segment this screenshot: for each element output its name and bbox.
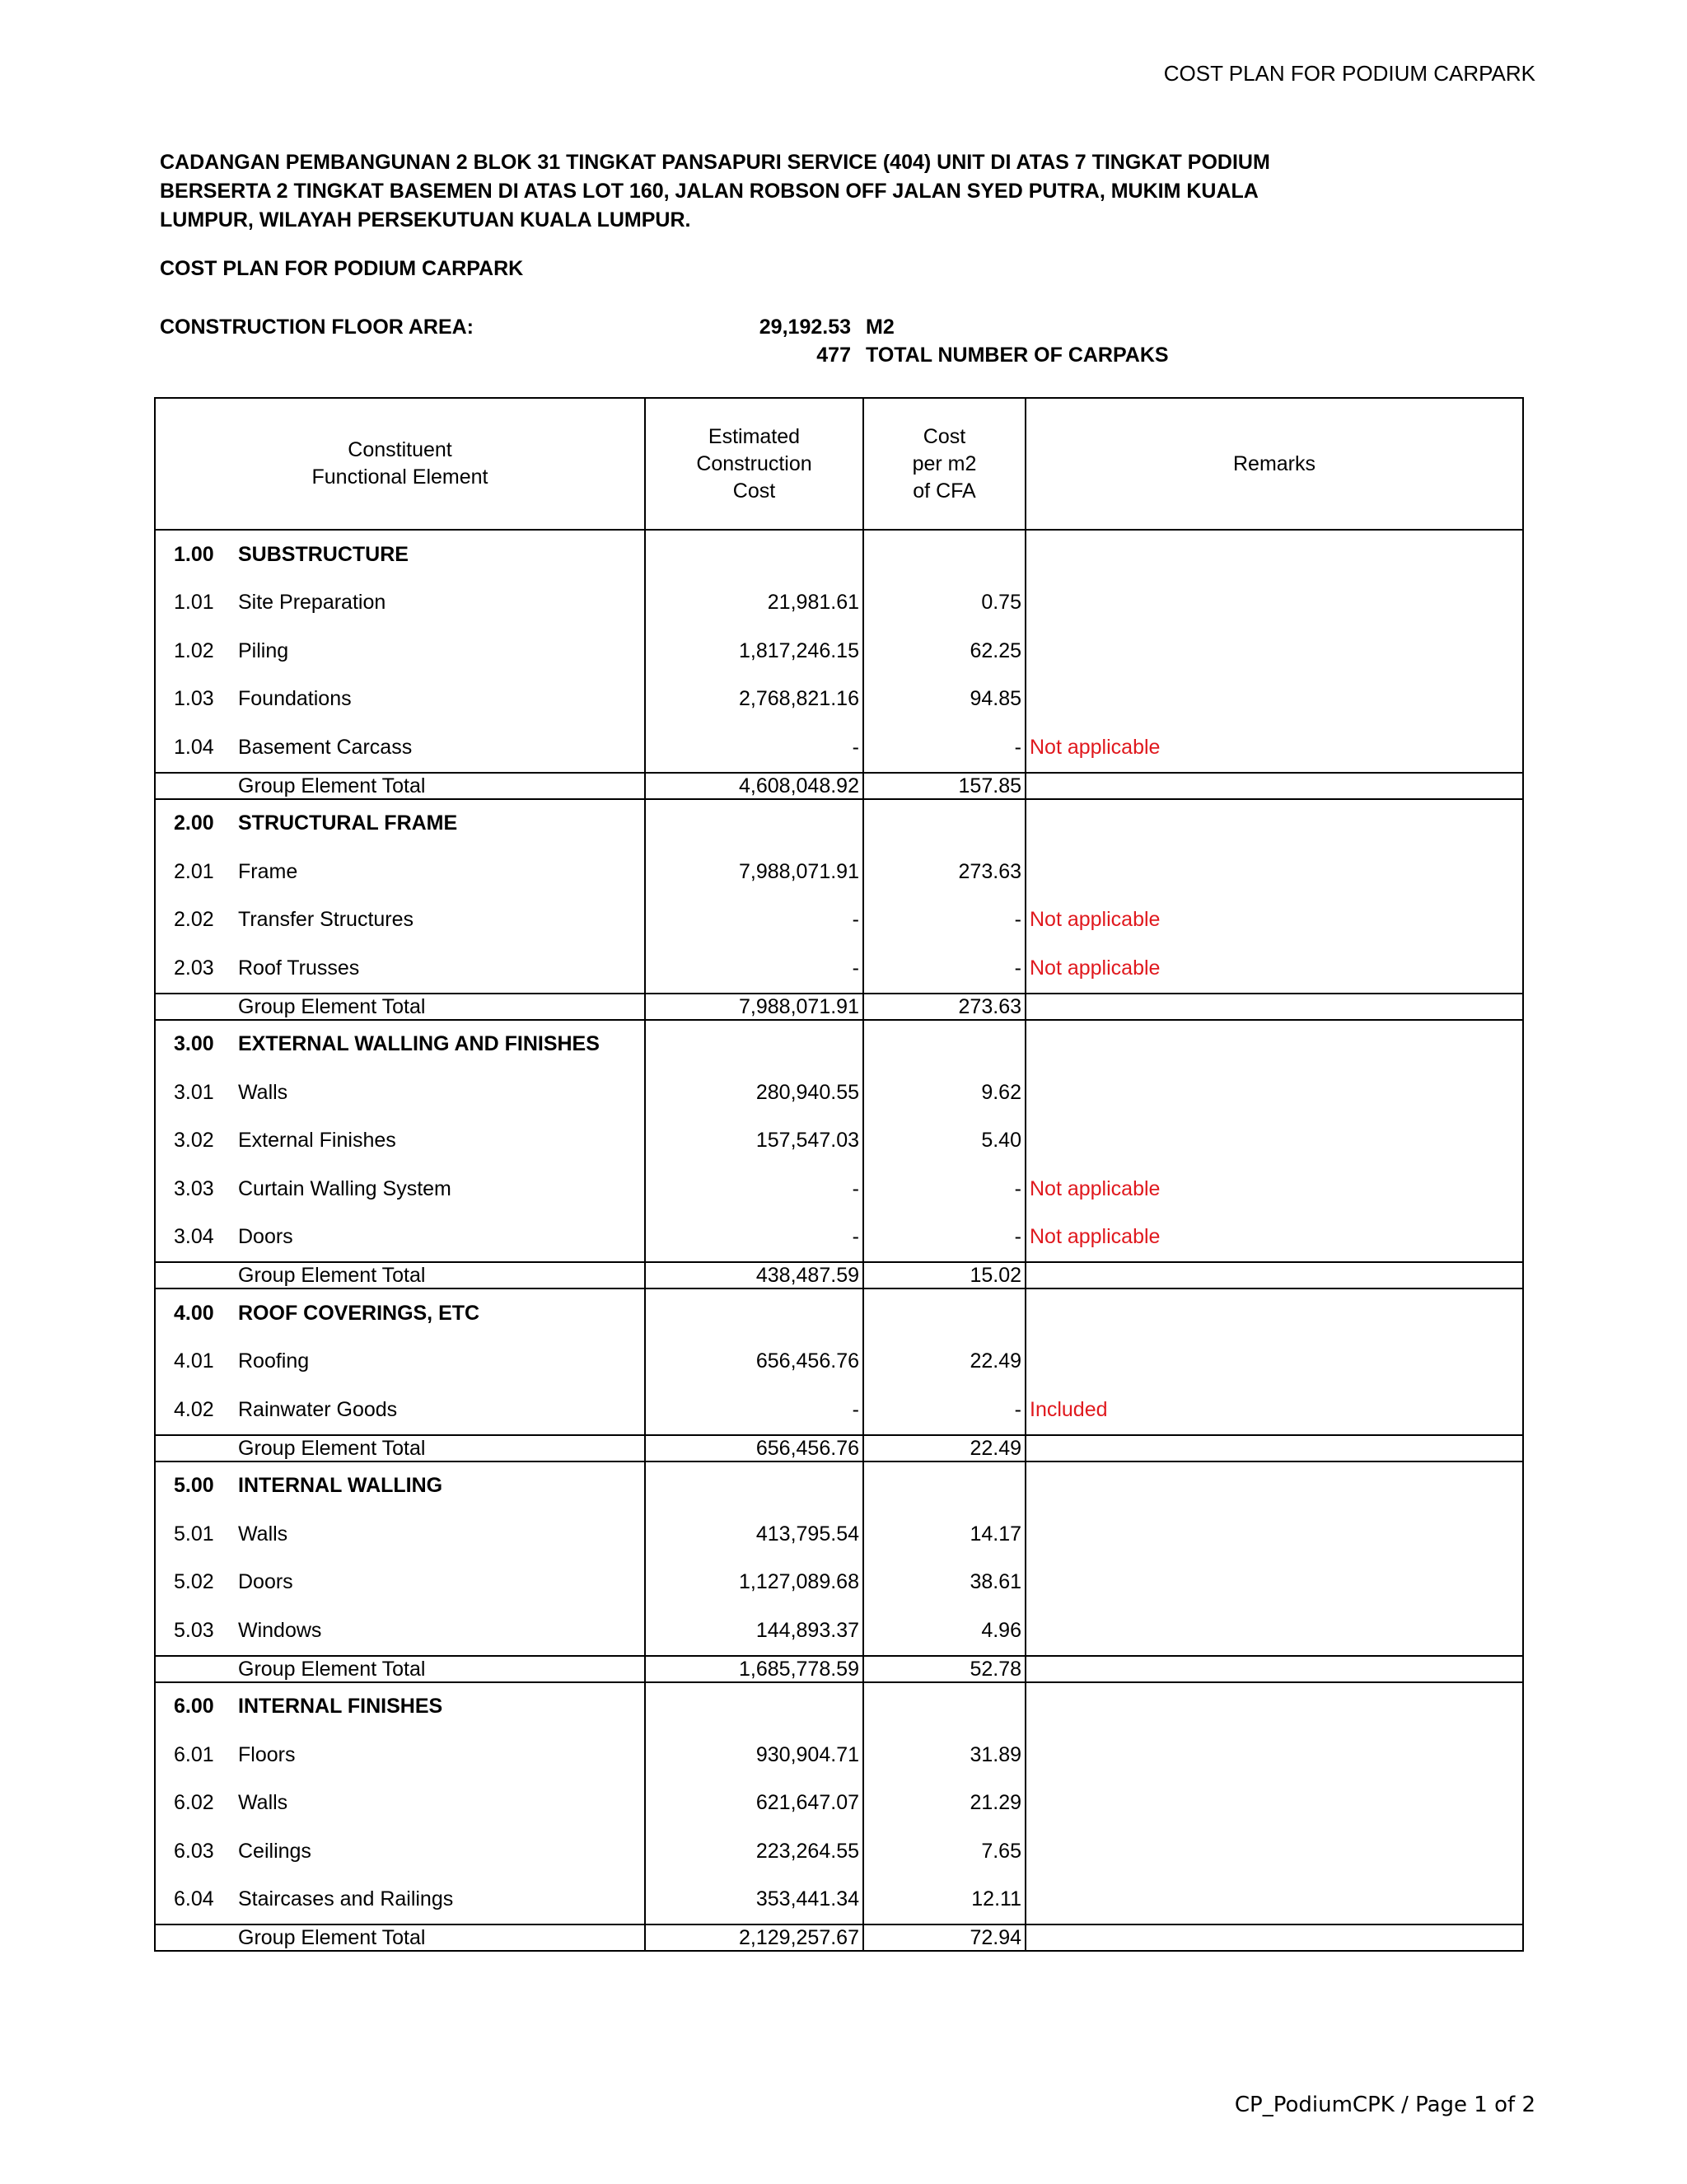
item-element [155,1827,645,1876]
item-code: 5.02 [174,1570,214,1594]
item-cost-per-m2: 12.11 [863,1876,1026,1925]
item-code: 3.02 [174,1129,214,1153]
title-line: CADANGAN PEMBANGUNAN 2 BLOK 31 TINGKAT PANSAPURI SERVICE (404) UNIT DI ATAS 7 TINGKAT PODIUM [160,151,1270,174]
empty-cell [1026,1020,1523,1069]
empty-cell [1026,530,1523,579]
item-element [155,1779,645,1828]
item-code: 4.01 [174,1349,214,1373]
item-remark: Included [1026,1386,1523,1435]
table-row [155,723,1523,773]
item-cost: 144,893.37 [645,1606,863,1656]
section-name: ROOF COVERINGS, ETC [238,1301,480,1325]
item-cost-per-m2: 7.65 [863,1827,1026,1876]
item-element [155,1069,645,1117]
section-heading [155,1020,645,1069]
group-total-label: Group Element Total [155,1262,645,1288]
item-code: 6.01 [174,1742,214,1766]
item-element [155,1165,645,1214]
item-cost-per-m2: 14.17 [863,1510,1026,1559]
table-row [155,896,1523,945]
item-element [155,1731,645,1779]
item-cost: - [645,1165,863,1214]
group-total-label: Group Element Total [155,994,645,1020]
table-row [155,1117,1523,1166]
group-total-per-m2: 273.63 [863,994,1026,1020]
item-cost: 1,817,246.15 [645,627,863,676]
item-remark [1026,848,1523,896]
section-heading-row [155,799,1523,849]
empty-cell [1026,1435,1523,1461]
item-element [155,627,645,676]
item-code: 5.03 [174,1618,214,1642]
group-total-label: Group Element Total [155,773,645,799]
table-header-row [155,398,1523,530]
item-element [155,1876,645,1925]
group-total-cost: 1,685,778.59 [645,1656,863,1682]
item-cost-per-m2: - [863,723,1026,773]
item-code: 6.02 [174,1791,214,1815]
item-element [155,944,645,994]
header-element: Constituent Functional Element [155,398,645,530]
group-total-label: Group Element Total [155,1435,645,1461]
item-cost-per-m2: - [863,944,1026,994]
empty-cell [863,530,1026,579]
group-total-label: Group Element Total [155,1924,645,1951]
item-cost: 353,441.34 [645,1876,863,1925]
item-remark [1026,1876,1523,1925]
item-element [155,676,645,724]
item-name: Roofing [238,1349,310,1373]
item-name: Staircases and Railings [238,1887,454,1911]
item-name: Walls [238,1522,288,1546]
item-cost-per-m2: - [863,896,1026,945]
section-code: 4.00 [174,1301,214,1325]
table-row [155,1386,1523,1435]
item-remark [1026,1338,1523,1387]
item-element [155,723,645,773]
item-name: Curtain Walling System [238,1176,451,1200]
item-code: 2.03 [174,956,214,980]
item-name: Frame [238,859,298,883]
item-code: 3.03 [174,1176,214,1200]
empty-cell [1026,773,1523,799]
header-per-m2: Cost per m2 of CFA [863,398,1026,530]
item-code: 2.01 [174,859,214,883]
section-heading-row [155,530,1523,579]
item-name: Roof Trusses [238,956,360,980]
item-code: 6.04 [174,1887,214,1911]
item-code: 1.03 [174,687,214,711]
item-element [155,896,645,945]
item-cost: 621,647.07 [645,1779,863,1828]
item-cost: 280,940.55 [645,1069,863,1117]
table-row [155,676,1523,724]
item-cost: 157,547.03 [645,1117,863,1166]
item-element [155,1510,645,1559]
item-cost-per-m2: - [863,1165,1026,1214]
group-total-row [155,773,1523,799]
group-total-row [155,1262,1523,1288]
group-total-cost: 4,608,048.92 [645,773,863,799]
group-total-row [155,994,1523,1020]
title-line: LUMPUR, WILAYAH PERSEKUTUAN KUALA LUMPUR. [160,208,691,231]
table-row [155,1338,1523,1387]
item-code: 2.02 [174,908,214,932]
item-cost-per-m2: 4.96 [863,1606,1026,1656]
section-name: INTERNAL WALLING [238,1474,443,1498]
group-total-label: Group Element Total [155,1656,645,1682]
item-code: 1.02 [174,638,214,662]
empty-cell [645,1288,863,1338]
empty-cell [1026,1682,1523,1732]
group-total-per-m2: 52.78 [863,1656,1026,1682]
item-cost-per-m2: - [863,1386,1026,1435]
group-total-row [155,1924,1523,1951]
item-remark [1026,1069,1523,1117]
item-remark [1026,1559,1523,1607]
item-element [155,848,645,896]
group-total-cost: 438,487.59 [645,1262,863,1288]
header-cost: Estimated Construction Cost [645,398,863,530]
item-cost: - [645,723,863,773]
section-name: STRUCTURAL FRAME [238,811,458,835]
table-row [155,848,1523,896]
item-element [155,1606,645,1656]
table-row [155,1779,1523,1828]
table-row [155,1731,1523,1779]
item-cost-per-m2: 21.29 [863,1779,1026,1828]
item-remark [1026,1827,1523,1876]
empty-cell [1026,799,1523,849]
section-heading [155,1461,645,1511]
cfa-label: CONSTRUCTION FLOOR AREA: [160,316,474,339]
group-total-cost: 656,456.76 [645,1435,863,1461]
empty-cell [1026,1656,1523,1682]
section-name: EXTERNAL WALLING AND FINISHES [238,1032,600,1056]
group-total-per-m2: 15.02 [863,1262,1026,1288]
empty-cell [645,1461,863,1511]
item-remark [1026,1606,1523,1656]
item-element [155,1559,645,1607]
table-row [155,1069,1523,1117]
item-cost: 1,127,089.68 [645,1559,863,1607]
page-footer: CP_PodiumCPK / Page 1 of 2 [1234,2093,1535,2117]
item-code: 3.04 [174,1225,214,1249]
group-total-per-m2: 72.94 [863,1924,1026,1951]
section-heading [155,799,645,849]
item-remark: Not applicable [1026,1214,1523,1263]
empty-cell [863,1461,1026,1511]
item-code: 5.01 [174,1522,214,1546]
item-cost: 7,988,071.91 [645,848,863,896]
item-code: 3.01 [174,1080,214,1104]
item-remark: Not applicable [1026,944,1523,994]
empty-cell [1026,994,1523,1020]
item-remark [1026,579,1523,628]
table-row [155,1876,1523,1925]
group-total-cost: 7,988,071.91 [645,994,863,1020]
table-row [155,1510,1523,1559]
item-remark [1026,1779,1523,1828]
empty-cell [863,799,1026,849]
item-cost-per-m2: 94.85 [863,676,1026,724]
project-title [160,148,1395,235]
table-row [155,1559,1523,1607]
group-total-per-m2: 22.49 [863,1435,1026,1461]
item-cost: 413,795.54 [645,1510,863,1559]
item-cost: 223,264.55 [645,1827,863,1876]
group-total-cost: 2,129,257.67 [645,1924,863,1951]
document-subtitle: COST PLAN FOR PODIUM CARPARK [160,257,524,280]
item-name: Basement Carcass [238,735,413,759]
section-name: SUBSTRUCTURE [238,542,409,566]
empty-cell [863,1682,1026,1732]
section-heading [155,1682,645,1732]
table-row [155,1214,1523,1263]
item-cost: 2,768,821.16 [645,676,863,724]
cfa-carparks-label: TOTAL NUMBER OF CARPAKS [866,344,1169,367]
item-cost-per-m2: 273.63 [863,848,1026,896]
section-heading-row [155,1288,1523,1338]
empty-cell [863,1288,1026,1338]
item-code: 1.01 [174,591,214,615]
section-heading [155,1288,645,1338]
section-heading-row [155,1682,1523,1732]
item-remark [1026,1731,1523,1779]
item-cost: - [645,896,863,945]
item-remark [1026,1117,1523,1166]
item-remark: Not applicable [1026,723,1523,773]
item-remark: Not applicable [1026,896,1523,945]
item-name: Piling [238,638,289,662]
item-element [155,1214,645,1263]
header-remarks: Remarks [1026,398,1523,530]
item-name: Foundations [238,687,352,711]
cost-plan-table [154,397,1524,1952]
item-element [155,1338,645,1387]
item-name: Doors [238,1225,293,1249]
section-code: 3.00 [174,1032,214,1056]
table-row [155,1606,1523,1656]
item-cost: 656,456.76 [645,1338,863,1387]
item-element [155,579,645,628]
item-element [155,1117,645,1166]
section-code: 2.00 [174,811,214,835]
section-name: INTERNAL FINISHES [238,1695,443,1719]
group-total-per-m2: 157.85 [863,773,1026,799]
item-name: Floors [238,1742,296,1766]
empty-cell [863,1020,1026,1069]
empty-cell [1026,1262,1523,1288]
empty-cell [645,1020,863,1069]
cfa-carparks-value: 477 [816,344,851,367]
empty-cell [1026,1461,1523,1511]
item-remark: Not applicable [1026,1165,1523,1214]
item-cost-per-m2: 38.61 [863,1559,1026,1607]
table-row [155,627,1523,676]
item-cost: 21,981.61 [645,579,863,628]
empty-cell [645,799,863,849]
section-code: 1.00 [174,542,214,566]
item-code: 1.04 [174,735,214,759]
cfa-area-value: 29,192.53 [759,316,851,339]
item-name: Doors [238,1570,293,1594]
item-name: Transfer Structures [238,908,414,932]
item-name: Walls [238,1791,288,1815]
table-row [155,1165,1523,1214]
item-cost-per-m2: - [863,1214,1026,1263]
item-cost: 930,904.71 [645,1731,863,1779]
item-cost: - [645,1214,863,1263]
group-total-row [155,1656,1523,1682]
table-body [155,530,1523,1951]
page-header: COST PLAN FOR PODIUM CARPARK [1163,61,1535,86]
item-name: Rainwater Goods [238,1397,398,1421]
item-code: 6.03 [174,1839,214,1863]
item-cost-per-m2: 9.62 [863,1069,1026,1117]
item-name: Ceilings [238,1839,311,1863]
empty-cell [645,1682,863,1732]
section-heading-row [155,1020,1523,1069]
item-element [155,1386,645,1435]
section-heading [155,530,645,579]
item-name: Walls [238,1080,288,1104]
title-line: BERSERTA 2 TINGKAT BASEMEN DI ATAS LOT 160, JALAN ROBSON OFF JALAN SYED PUTRA, MUKIM KUALA [160,180,1259,203]
item-cost-per-m2: 5.40 [863,1117,1026,1166]
section-code: 6.00 [174,1695,214,1719]
item-remark [1026,627,1523,676]
cfa-area-unit: M2 [866,316,895,339]
item-name: External Finishes [238,1129,396,1153]
item-cost-per-m2: 31.89 [863,1731,1026,1779]
item-cost-per-m2: 62.25 [863,627,1026,676]
item-name: Site Preparation [238,591,386,615]
empty-cell [645,530,863,579]
item-remark [1026,1510,1523,1559]
item-cost-per-m2: 0.75 [863,579,1026,628]
table-row [155,579,1523,628]
item-code: 4.02 [174,1397,214,1421]
item-cost-per-m2: 22.49 [863,1338,1026,1387]
section-code: 5.00 [174,1474,214,1498]
empty-cell [1026,1924,1523,1951]
empty-cell [1026,1288,1523,1338]
table-row [155,1827,1523,1876]
item-remark [1026,676,1523,724]
item-name: Windows [238,1618,322,1642]
item-cost: - [645,1386,863,1435]
section-heading-row [155,1461,1523,1511]
group-total-row [155,1435,1523,1461]
item-cost: - [645,944,863,994]
table-row [155,944,1523,994]
